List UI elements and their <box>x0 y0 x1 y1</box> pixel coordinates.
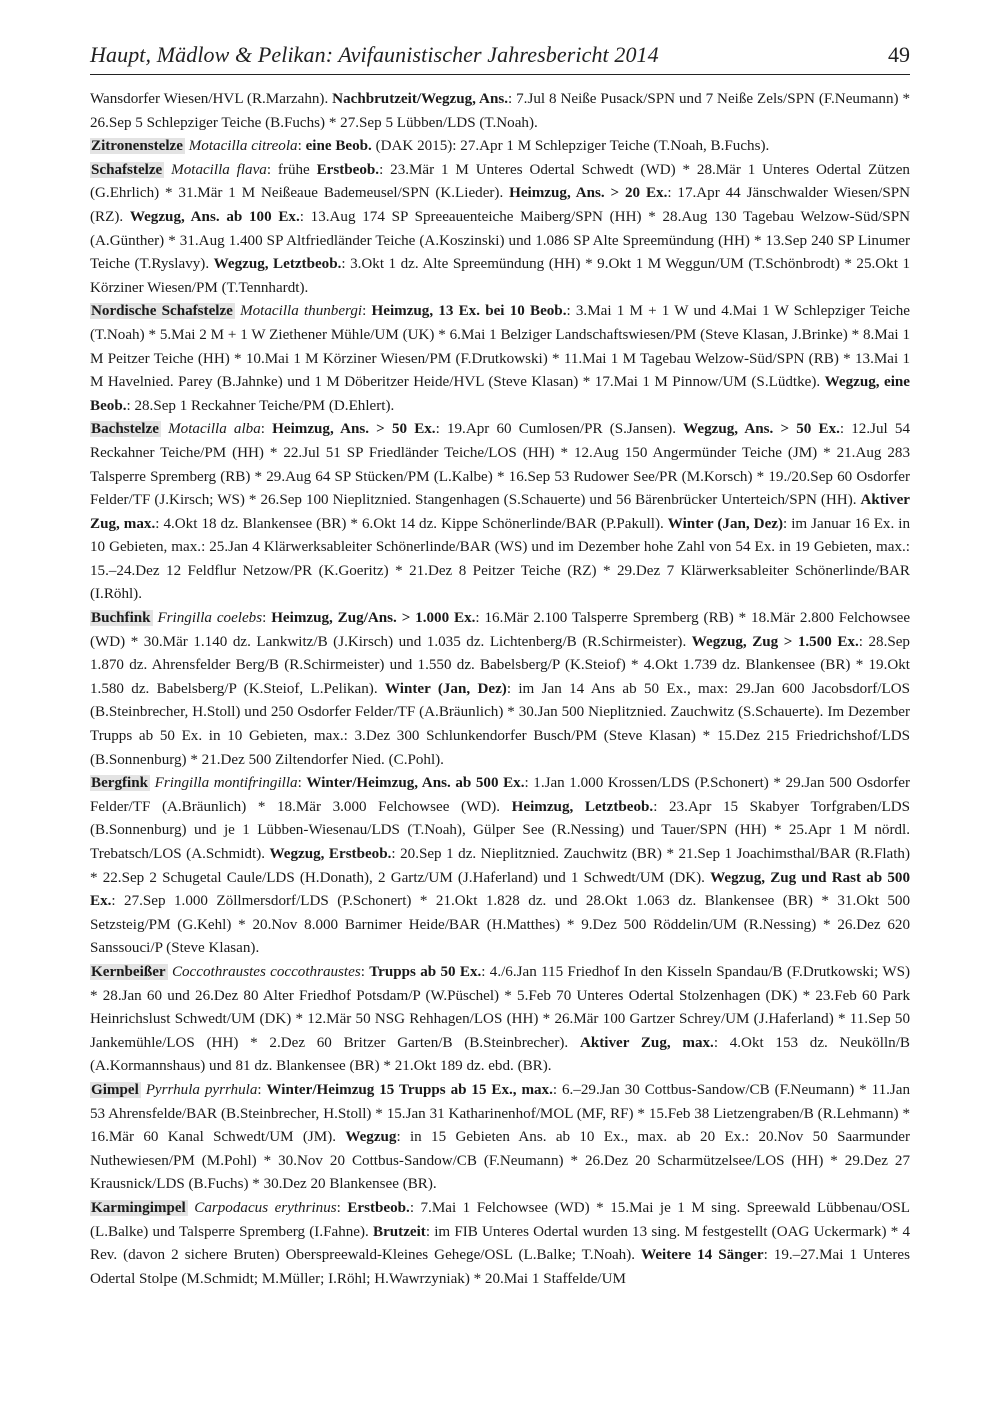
species-entry-schafstelze: Schafstelze Motacilla flava: frühe Erstbeob.: 23.Mär 1 M Unteres Odertal Schwedt (WD) * 28.Mär 1 Unteres Odertal Zützen (G.Ehrlich) * 31.Mär 1 M Neißeaue Bademeusel/SPN (K.Lieder). Heimzug, Ans. > 20 Ex.: 17.Apr 44 Jänschwalder Wiesen/SPN (RZ). Wegzug, Ans. ab 100 Ex.: 13.Aug 174 SP Spreeauenteiche Maiberg/SPN (HH) * 28.Aug 130 Tagebau Welzow-Süd/SPN (A.Günther) * 31.Aug 1.400 SP Altfriedländer Teiche (A.Koszinski) und 1.086 SP Alte Spreemündung (HH) * 13.Sep 240 SP Linumer Teiche (T.Ryslavy). Wegzug, Letztbeob.: 3.Okt 1 dz. Alte Spreemündung (HH) * 9.Okt 1 M Weggun/UM (T.Schönbrodt) * 25.Okt 1 Körziner Wiesen/PM (T.Tennhardt). <box>90 161 911 296</box>
species-name: Buchfink <box>91 610 151 627</box>
species-name: Gimpel <box>91 1081 139 1098</box>
report-body <box>90 88 910 1291</box>
species-name: Schafstelze <box>91 161 163 178</box>
species-entry-kernbeisser: Kernbeißer Coccothraustes coccothraustes: Trupps ab 50 Ex.: 4./6.Jan 115 Friedhof In den Kisseln Spandau/B (F.Drutkowski; WS) * 28.Jan 60 und 26.Dez 80 Alter Friedhof Potsdam/P (W.Püschel) * 5.Feb 70 Unteres Odertal Stolzenhagen (DK) * 23.Feb 60 Park Heinrichslust Schwedt/UM (DK) * 12.Mär 50 NSG Rehhagen/LOS (HH) * 26.Mär 100 Gartzer Schrey/UM (J.Haferland) * 11.Sep 50 Jankemühle/LOS (HH) * 2.Dez 60 Britzer Garten/B (B.Steinbrecher). Aktiver Zug, max.: 4.Okt 153 dz. Neukölln/B (A.Kormannshaus) und 81 dz. Blankensee (BR) * 21.Okt 189 dz. ebd. (BR). <box>90 963 910 1075</box>
species-entry-karmingimpel: Karmingimpel Carpodacus erythrinus: Erstbeob.: 7.Mai 1 Felchowsee (WD) * 15.Mai je 1 M sing. Spreewald Lübbenau/OSL (L.Balke) und Talsperre Spremberg (I.Fahne). Brutzeit: im FIB Unteres Odertal wurden 13 sing. M festgestellt (OAG Uckermark) * 4 Rev. (davon 2 sichere Bruten) Oberspreewald-Kleines Gehege/OSL (L.Balke; T.Noah). Weitere 14 Sänger: 19.–27.Mai 1 Unteres Odertal Stolpe (M.Schmidt; M.Müller; I.Röhl; H.Wawrzyniak) * 20.Mai 1 Staffelde/UM <box>90 1199 910 1287</box>
header-title: Haupt, Mädlow & Pelikan: Avifaunistischer Jahresbericht 2014 <box>90 42 659 67</box>
species-entry-buchfink: Buchfink Fringilla coelebs: Heimzug, Zug/Ans. > 1.000 Ex.: 16.Mär 2.100 Talsperre Spremberg (RB) * 18.Mär 2.800 Felchowsee (WD) * 30.Mär 1.140 dz. Lankwitz/B (J.Kirsch) und 1.035 dz. Lichtenberg/B (R.Schirmeister). Wegzug, Zug > 1.500 Ex.: 28.Sep 1.870 dz. Ahrensfelder Berg/B (R.Schirmeister) und 1.550 dz. Babelsberg/P (K.Steiof) * 4.Okt 1.739 dz. Blankensee (BR) * 19.Okt 1.580 dz. Babelsberg/P (K.Steiof, L.Pelikan). Winter (Jan, Dez): im Jan 14 Ans ab 50 Ex., max: 29.Jan 600 Jacobsdorf/LOS (B.Steinbrecher, H.Stoll) und 250 Osdorfer Felder/TF (A.Bräunlich) * 30.Jan 500 Nieplitznied. Zauchwitz (S.Schauerte). Im Dezember Trupps ab 50 Ex. in 10 Gebieten, max.: 3.Dez 300 Schlunkendorfer Busch/PM (Steve Klasan) * 15.Dez 215 Friedrichshof/LDS (B.Sonnenburg) * 21.Dez 500 Ziltendorfer Nied. (C.Pohl). <box>90 610 911 768</box>
latin-name: Motacilla citreola <box>188 138 298 155</box>
species-name: Bachstelze <box>91 421 159 438</box>
species-entry-bachstelze: Bachstelze Motacilla alba: Heimzug, Ans. > 50 Ex.: 19.Apr 60 Cumlosen/PR (S.Jansen). Wegzug, Ans. > 50 Ex.: 12.Jul 54 Reckahner Teiche/PM (HH) * 22.Jul 51 SP Friedländer Teiche/LOS (HH) * 12.Aug 150 Angermünder Teiche (JM) * 21.Aug 283 Talsperre Spremberg (RB) * 29.Aug 64 SP Stücken/PM (L.Kalbe) * 16.Sep 53 Rudower See/PR (M.Korsch) * 19./20.Sep 60 Osdorfer Felder/TF (J.Kirsch; WS) * 26.Sep 100 Nieplitznied. Stangenhagen (S.Schauerte) und 56 Bärenbrücker Unterteich/SPN (HH). Aktiver Zug, max.: 4.Okt 18 dz. Blankensee (BR) * 6.Okt 14 dz. Kippe Schönerlinde/BAR (P.Pakull). Winter (Jan, Dez): im Januar 16 Ex. in 10 Gebieten, max.: 25.Jan 4 Klärwerksableiter Schönerlinde/BAR (WS) und im Dezember hohe Zahl von 54 Ex. in 19 Gebieten, max.: 15.–24.Dez 12 Feldflur Netzow/PR (K.Goeritz) * 21.Dez 8 Peitzer Teiche (RZ) * 29.Dez 7 Klärwerksableiter Schönerlinde/BAR (I.Röhl). <box>90 421 911 603</box>
species-entry-zitronenstelze: Zitronenstelze Motacilla citreola: eine Beob. (DAK 2015): 27.Apr 1 M Schlepziger Teiche (T.Noah, B.Fuchs). <box>91 138 770 155</box>
continued-paragraph: Wansdorfer Wiesen/HVL (R.Marzahn). Nachbrutzeit/Wegzug, Ans.: 7.Jul 8 Neiße Pusack/SPN und 7 Neiße Zels/SPN (F.Neumann) * 26.Sep 5 Schlepziger Teiche (B.Fuchs) * 27.Sep 5 Lübben/LDS (T.Noah). <box>90 91 910 131</box>
species-entry-gimpel: Gimpel Pyrrhula pyrrhula: Winter/Heimzug 15 Trupps ab 15 Ex., max.: 6.–29.Jan 30 Cottbus-Sandow/CB (F.Neumann) * 11.Jan 53 Ahrensfelde/BAR (B.Steinbrecher, H.Stoll) * 15.Jan 31 Katharinenhof/MOL (MF, RF) * 15.Feb 38 Lietzengraben/B (R.Lehmann) * 16.Mär 60 Kanal Schwedt/UM (JM). Wegzug: in 15 Gebieten Ans. ab 10 Ex., max. ab 20 Ex.: 20.Nov 50 Saarmunder Nuthewiesen/PM (M.Pohl) * 30.Nov 20 Cottbus-Sandow/CB (F.Neumann) * 26.Dez 20 Scharmützelsee/LOS (HH) * 29.Dez 27 Krausnick/LDS (B.Fuchs) * 30.Dez 20 Blankensee (BR). <box>90 1081 911 1193</box>
species-name: Nordische Schafstelze <box>91 303 233 320</box>
species-entry-nordische-schafstelze: Nordische Schafstelze Motacilla thunbergi: Heimzug, 13 Ex. bei 10 Beob.: 3.Mai 1 M + 1 W und 4.Mai 1 W Schlepziger Teiche (T.Noah) * 5.Mai 2 M + 1 W Ziethener Mühle/UM (UK) * 6.Mai 1 Belziger Landschaftswiesen/PM (Steve Klasan, J.Brinke) * 8.Mai 1 M Peitzer Teiche (HH) * 10.Mai 1 M Körziner Wiesen/PM (F.Drutkowski) * 11.Mai 1 M Tagebau Welzow-Süd/SPN (RB) * 13.Mai 1 M Havelnied. Parey (B.Jahnke) und 1 M Döberitzer Heide/HVL (Steve Klasan) * 17.Mai 1 M Pinnow/UM (S.Lüdtke). Wegzug, eine Beob.: 28.Sep 1 Reckahner Teiche/PM (D.Ehlert). <box>90 303 910 414</box>
latin-name: Coccothraustes coccothraustes <box>171 963 361 980</box>
latin-name: Motacilla thunbergi <box>240 303 363 320</box>
species-name: Bergfink <box>91 775 149 792</box>
latin-name: Fringilla coelebs <box>157 610 263 627</box>
latin-name: Fringilla montifringilla <box>154 775 298 792</box>
species-name: Zitronenstelze <box>91 138 183 155</box>
latin-name: Carpodacus erythrinus <box>194 1199 337 1216</box>
latin-name: Motacilla alba <box>168 421 261 438</box>
latin-name: Motacilla flava <box>171 161 267 178</box>
species-name: Kernbeißer <box>91 963 166 980</box>
species-entry-bergfink: Bergfink Fringilla montifringilla: Winter/Heimzug, Ans. ab 500 Ex.: 1.Jan 1.000 Krossen/LDS (P.Schonert) * 29.Jan 500 Osdorfer Felder/TF (A.Bräunlich) * 18.Mär 3.000 Felchowsee (WD). Heimzug, Letztbeob.: 23.Apr 15 Skabyer Torfgraben/LDS (B.Sonnenburg) und je 1 Lübben-Wiesenau/LDS (T.Noah), Gülper See (R.Nessing) und Tauer/SPN (HH) * 25.Apr 1 M nördl. Trebatsch/LOS (A.Schmidt). Wegzug, Erstbeob.: 20.Sep 1 dz. Nieplitznied. Zauchwitz (BR) * 21.Sep 1 Joachimsthal/BAR (R.Flath) * 22.Sep 2 Schugetal Caule/LDS (H.Donath), 2 Gartz/UM (J.Haferland) und 1 Schwedt/UM (DK). Wegzug, Zug und Rast ab 500 Ex.: 27.Sep 1.000 Zöllmersdorf/LDS (P.Schonert) * 21.Okt 1.828 dz. und 28.Okt 1.063 dz. Blankensee (BR) * 31.Okt 500 Setzsteig/PM (G.Kehl) * 20.Nov 8.000 Barnimer Heide/BAR (H.Matthes) * 9.Dez 500 Röddelin/UM (R.Nessing) * 26.Dez 620 Sanssouci/P (Steve Klasan). <box>90 775 910 957</box>
species-name: Karmingimpel <box>91 1199 186 1216</box>
running-header <box>90 40 910 75</box>
latin-name: Pyrrhula pyrrhula <box>145 1081 258 1098</box>
page-number: 49 <box>888 42 910 67</box>
